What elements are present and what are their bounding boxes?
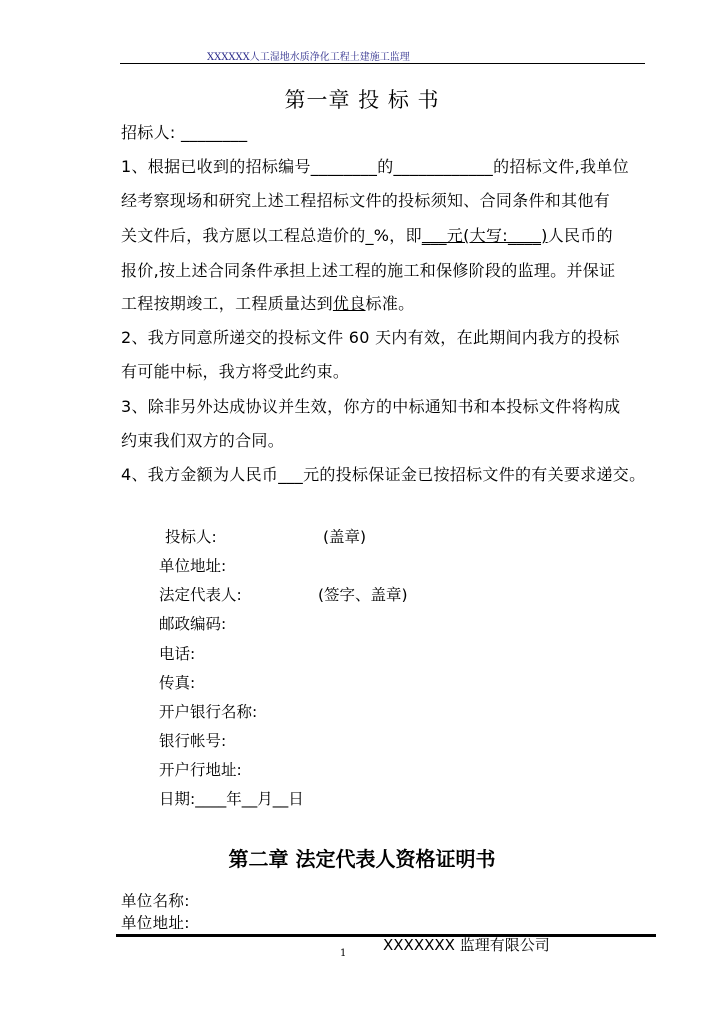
- unit-address-label: 单位地址:: [121, 914, 190, 932]
- tenderee-line: [121, 120, 247, 143]
- postcode-label: 邮政编码:: [159, 615, 227, 633]
- day-blank: __: [272, 790, 289, 808]
- chapter1-title: 第一章 投 标 书: [284, 88, 440, 112]
- month-blank: __: [241, 790, 258, 808]
- para1-text: 1、根据已收到的招标编号: [121, 157, 311, 176]
- para1-line2: 经考察现场和研究上述工程招标文件的投标须知、合同条件和其他有: [121, 191, 611, 210]
- year-blank: ____: [195, 790, 227, 808]
- unit-name-label: 单位名称:: [121, 892, 190, 910]
- address-label: 单位地址:: [159, 557, 227, 575]
- page-number: 1: [340, 948, 347, 959]
- para4-text: 元的投标保证金已按招标文件的有关要求递交。: [303, 465, 646, 484]
- deposit-blank: ___: [278, 465, 304, 484]
- date-line: [159, 787, 304, 809]
- tenderee-label: 招标人:: [121, 123, 176, 142]
- bank-name-label: 开户银行名称:: [159, 703, 258, 721]
- para1-line4: 报价,按上述合同条件承担上述工程的施工和保修阶段的监理。并保证: [121, 261, 616, 280]
- para3-line2: 约束我们双方的合同。: [121, 431, 285, 450]
- tender-doc-blank: ____________: [393, 157, 494, 176]
- para1-text: 工程按期竣工，工程质量达到: [121, 294, 333, 313]
- para1-text: 标准。: [365, 294, 415, 313]
- quality-underlined: 优良: [332, 294, 366, 313]
- header-project-title: XXXXXX人工湿地水质净化工程土建施工监理: [207, 52, 410, 63]
- bank-address-label: 开户行地址:: [159, 761, 242, 779]
- para1-text: 人民币的: [547, 226, 613, 245]
- bidder-seal-note: (盖章): [323, 528, 367, 546]
- para1-text: 的招标文件,我单位: [493, 157, 629, 176]
- para1-text: 关文件后，我方愿以工程总造价的_%，即: [121, 226, 422, 245]
- legal-rep-note: (签字、盖章): [318, 586, 408, 604]
- tender-number-blank: ________: [310, 157, 378, 176]
- para1-text: 的: [377, 157, 394, 176]
- amount-underlined: ___元(大写:____): [421, 226, 548, 245]
- para1-line3: [121, 223, 613, 246]
- day-text: 日: [288, 790, 304, 808]
- chapter2-title: 第二章 法定代表人资格证明书: [228, 847, 496, 871]
- para4-text: 4、我方金额为人民币: [121, 465, 279, 484]
- para3-line1: 3、除非另外达成协议并生效，你方的中标通知书和本投标文件将构成: [121, 397, 621, 416]
- footer-company: XXXXXXX 监理有限公司: [383, 936, 550, 954]
- para2-line2: 有可能中标，我方将受此约束。: [121, 362, 350, 381]
- bidder-label: 投标人:: [165, 528, 217, 546]
- legal-rep-label: 法定代表人:: [159, 586, 242, 604]
- date-label: 日期:: [159, 790, 196, 808]
- year-text: 年: [226, 790, 242, 808]
- para2-line1: 2、我方同意所递交的投标文件 60 天内有效，在此期间内我方的投标: [121, 328, 620, 347]
- fax-label: 传真:: [159, 674, 196, 692]
- month-text: 月: [257, 790, 273, 808]
- para1-line5: [121, 291, 414, 314]
- tenderee-blank: ________: [180, 123, 248, 142]
- phone-label: 电话:: [159, 645, 196, 663]
- bank-account-label: 银行帐号:: [159, 732, 227, 750]
- para1-line1: [121, 154, 629, 177]
- header-divider: [120, 63, 645, 64]
- para4-line: [121, 462, 645, 485]
